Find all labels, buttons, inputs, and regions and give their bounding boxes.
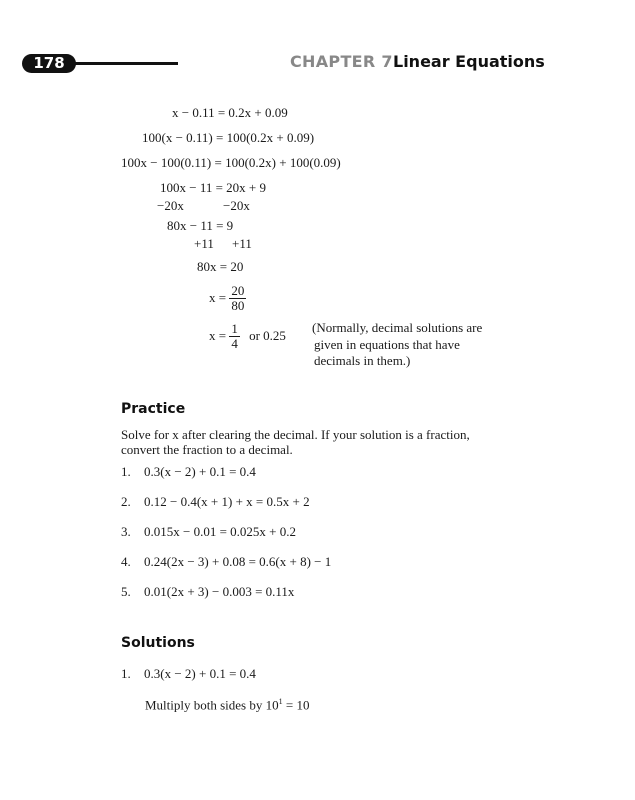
- note-line: decimals in them.): [314, 353, 411, 368]
- instructions-line: convert the fraction to a decimal.: [121, 442, 293, 457]
- chapter-label: CHAPTER 7: [290, 52, 393, 71]
- note-line: (Normally, decimal solutions are: [312, 320, 483, 335]
- practice-problem: [121, 464, 256, 480]
- problem-text: 0.24(2x − 3) + 0.08 = 0.6(x + 8) − 1: [144, 554, 332, 569]
- practice-problem: [121, 494, 310, 510]
- step-exponent: 1: [278, 697, 283, 706]
- fraction-numerator: 1: [231, 321, 238, 336]
- practice-instructions: [121, 427, 470, 457]
- solution-equation: 0.3(x − 2) + 0.1 = 0.4: [144, 666, 256, 681]
- equation-line: 80x = 20: [197, 259, 244, 274]
- chapter-title: Linear Equations: [393, 52, 545, 71]
- problem-text: 0.015x − 0.01 = 0.025x + 0.2: [144, 524, 296, 539]
- problem-number: 2.: [121, 494, 131, 509]
- equation-step: +11: [194, 236, 214, 251]
- solution-number: 1.: [121, 666, 131, 681]
- equation-step: −20x: [223, 198, 250, 213]
- fraction-lhs: x =: [209, 328, 227, 344]
- problem-number: 5.: [121, 584, 131, 599]
- solution-step: [145, 697, 309, 713]
- fraction-denominator: 80: [231, 297, 245, 313]
- fraction-equation: [209, 322, 286, 350]
- fraction-equation: [209, 284, 246, 312]
- solution-item: [121, 666, 256, 682]
- problem-text: 0.01(2x + 3) − 0.003 = 0.11x: [144, 584, 295, 599]
- equation-step: +11: [232, 236, 252, 251]
- equation-line: x − 0.11 = 0.2x + 0.09: [172, 105, 288, 120]
- fraction-lhs: x =: [209, 290, 227, 306]
- problem-text: 0.3(x − 2) + 0.1 = 0.4: [144, 464, 256, 479]
- decimal-answer: or 0.25: [249, 328, 286, 344]
- practice-heading: Practice: [121, 401, 186, 417]
- equation-line: 100x − 100(0.11) = 100(0.2x) + 100(0.09): [121, 155, 341, 170]
- equation-line: 100(x − 0.11) = 100(0.2x + 0.09): [142, 130, 315, 145]
- side-note: [312, 320, 482, 370]
- problem-number: 3.: [121, 524, 131, 539]
- note-line: given in equations that have: [314, 336, 460, 352]
- equation-step: −20x: [157, 198, 184, 213]
- fraction-numerator: 20: [231, 283, 245, 298]
- step-result: = 10: [282, 697, 310, 713]
- step-text: Multiply both sides by 10: [145, 697, 279, 713]
- practice-problem: [121, 524, 296, 540]
- header-rule: [70, 62, 178, 65]
- problem-number: 4.: [121, 554, 131, 569]
- practice-problem: [121, 554, 331, 570]
- solutions-heading: Solutions: [121, 635, 195, 651]
- practice-problem: [121, 584, 294, 600]
- problem-number: 1.: [121, 464, 131, 479]
- problem-text: 0.12 − 0.4(x + 1) + x = 0.5x + 2: [144, 494, 310, 509]
- equation-line: 100x − 11 = 20x + 9: [160, 180, 267, 195]
- equation-line: 80x − 11 = 9: [167, 218, 234, 233]
- fraction-denominator: 4: [231, 335, 238, 351]
- page-number-badge: 178: [22, 54, 76, 73]
- fraction: [229, 284, 246, 312]
- fraction: [229, 322, 240, 350]
- instructions-line: Solve for x after clearing the decimal. If your solution is a fraction,: [121, 427, 470, 442]
